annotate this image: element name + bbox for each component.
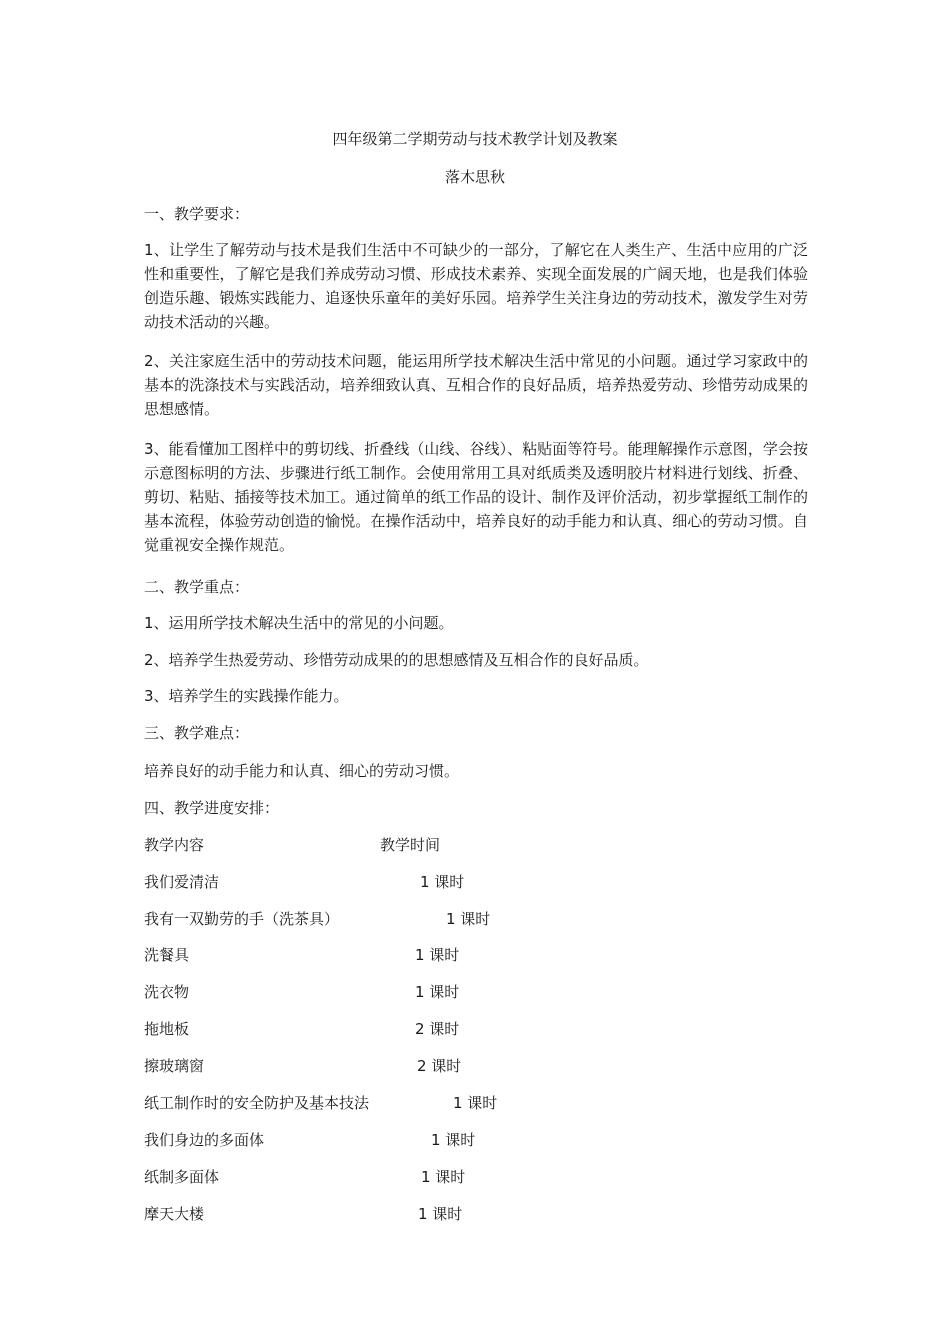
schedule-row-time: 1 课时 <box>421 1168 466 1186</box>
schedule-row-time: 1 课时 <box>431 1131 476 1149</box>
section-heading-difficulties: 三、教学难点： <box>144 724 250 742</box>
schedule-header-content: 教学内容 <box>144 836 205 854</box>
schedule-row-time: 2 课时 <box>417 1057 462 1075</box>
document-title: 四年级第二学期劳动与技术教学计划及教案 <box>332 130 618 148</box>
schedule-row-content: 洗衣物 <box>144 983 190 1001</box>
schedule-row-content: 洗餐具 <box>144 946 190 964</box>
schedule-row-time: 1 课时 <box>446 910 491 928</box>
paragraph-requirement-2: 2、关注家庭生活中的劳动技术问题，能运用所学技术解决生活中常见的小问题。通过学习家政中的基本的洗涤技术与实践活动，培养细致认真、互相合作的良好品质，培养热爱劳动、珍惜劳动成果的思想感情。 <box>144 352 808 418</box>
schedule-row-content: 纸工制作时的安全防护及基本技法 <box>144 1094 370 1112</box>
schedule-row-time: 1 课时 <box>418 1205 463 1223</box>
schedule-row-time: 1 课时 <box>415 946 460 964</box>
schedule-row-content: 擦玻璃窗 <box>144 1057 205 1075</box>
key-point-1: 1、运用所学技术解决生活中的常见的小问题。 <box>144 614 454 632</box>
difficulty-text: 培养良好的动手能力和认真、细心的劳动习惯。 <box>144 762 460 780</box>
schedule-row-time: 2 课时 <box>415 1020 460 1038</box>
schedule-row-time: 1 课时 <box>453 1094 498 1112</box>
schedule-row-content: 我有一双勤劳的手（洗茶具） <box>144 910 340 928</box>
paragraph-requirement-1: 1、让学生了解劳动与技术是我们生活中不可缺少的一部分，了解它在人类生产、生活中应用的广泛性和重要性，了解它是我们养成劳动习惯、形成技术素养、实现全面发展的广阔天地，也是我们体验创造乐趣、锻炼实践能力、追逐快乐童年的美好乐园。培养学生关注身边的劳动技术，激发学生对劳动技术活动的兴趣。 <box>144 241 808 331</box>
paragraph-requirement-3: 3、能看懂加工图样中的剪切线、折叠线（山线、谷线）、粘贴面等符号。能理解操作示意图，学会按示意图标明的方法、步骤进行纸工制作。会使用常用工具对纸质类及透明胶片材料进行划线、折叠、剪切、粘贴、插接等技术加工。通过简单的纸工作品的设计、制作及评价活动，初步掌握纸工制作的基本流程，体验劳动创造的愉悦。在操作活动中，培养良好的动手能力和认真、细心的劳动习惯。自觉重视安全操作规范。 <box>144 440 808 554</box>
schedule-header-time: 教学时间 <box>380 836 441 854</box>
section-heading-requirements: 一、教学要求： <box>144 205 250 223</box>
schedule-row-time: 1 课时 <box>420 873 465 891</box>
schedule-row-content: 纸制多面体 <box>144 1168 220 1186</box>
schedule-row-time: 1 课时 <box>415 983 460 1001</box>
schedule-row-content: 摩天大楼 <box>144 1205 205 1223</box>
schedule-row-content: 我们身边的多面体 <box>144 1131 265 1149</box>
key-point-3: 3、培养学生的实践操作能力。 <box>144 687 349 705</box>
section-heading-schedule: 四、教学进度安排： <box>144 799 280 817</box>
schedule-row-content: 我们爱清洁 <box>144 873 220 891</box>
section-heading-key-points: 二、教学重点： <box>144 578 250 596</box>
document-author: 落木思秋 <box>444 168 505 186</box>
schedule-row-content: 拖地板 <box>144 1020 190 1038</box>
key-point-2: 2、培养学生热爱劳动、珍惜劳动成果的的思想感情及互相合作的良好品质。 <box>144 651 649 669</box>
